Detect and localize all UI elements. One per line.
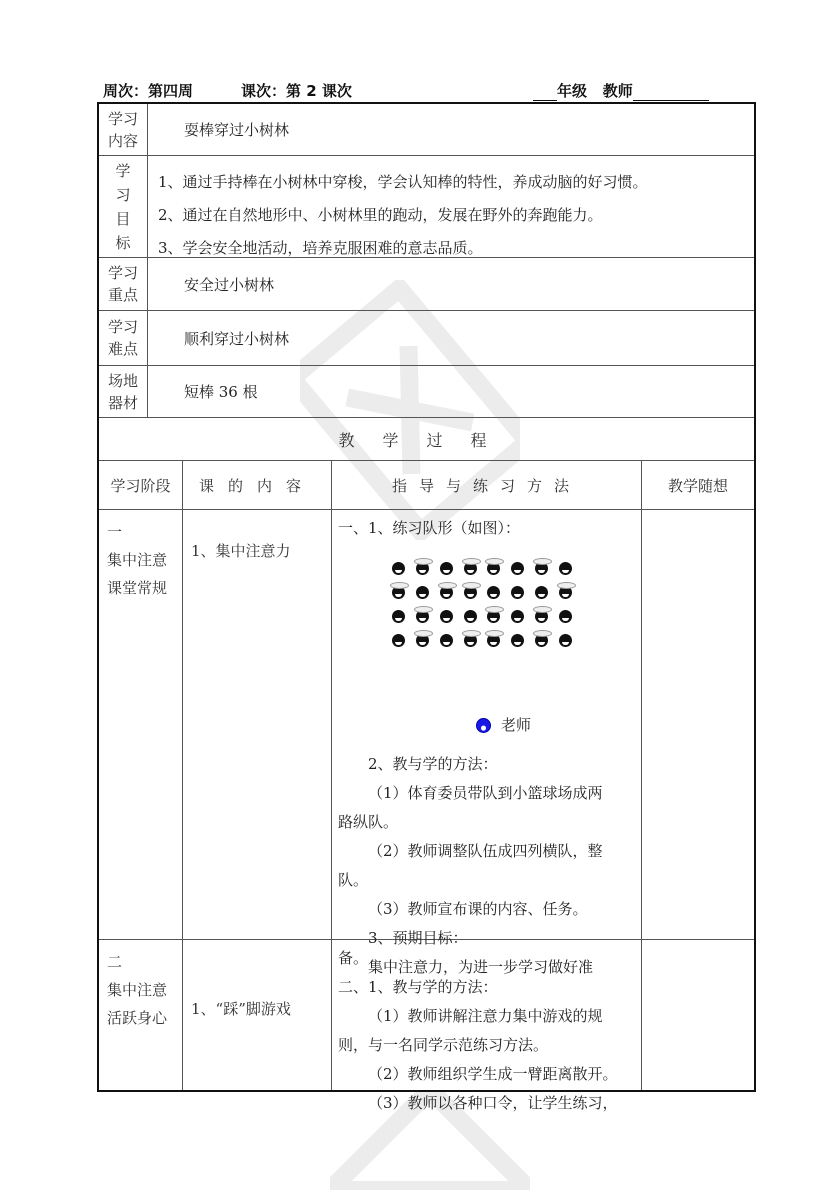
student-girl-icon: [416, 562, 429, 575]
process-header-row: [99, 461, 754, 510]
goal-item: 2、通过在自然地形中、小树林里的跑动，发展在野外的奔跑能力。: [158, 206, 603, 224]
value-learning-focus: 安全过小树林: [184, 275, 275, 294]
method-line: 3、预期目标：: [368, 929, 468, 947]
student-girl-icon: [416, 610, 429, 623]
method-line: （1）教师讲解注意力集中游戏的规: [368, 1007, 603, 1025]
student-boy-icon: [559, 562, 572, 575]
student-girl-icon: [487, 610, 500, 623]
stage-row-1: [99, 510, 754, 976]
method-line: （3）教师以各种口令，让学生练习，: [368, 1094, 618, 1112]
student-girl-icon: [559, 586, 572, 599]
student-boy-icon: [511, 610, 524, 623]
value-learning-difficulty: 顺利穿过小树林: [184, 329, 290, 348]
week-label: 周次：第四周: [103, 82, 194, 100]
row-learning-goals: [99, 156, 754, 258]
grade-blank[interactable]: [533, 84, 557, 101]
stage-method: [332, 510, 642, 976]
label-learning-goals: 学 习 目 标: [99, 156, 148, 257]
student-boy-icon: [392, 634, 405, 647]
col-header-stage: 学习阶段: [99, 461, 183, 509]
student-boy-icon: [559, 634, 572, 647]
goals-list: [148, 156, 754, 257]
goal-item: 3、学会安全地活动，培养克服困难的意志品质。: [158, 239, 483, 257]
stage-content: 1、集中注意力: [183, 510, 332, 939]
col-header-method: 指导与练习方法: [332, 461, 642, 509]
method-line: 则，与一名同学示范练习方法。: [338, 1036, 549, 1054]
method-line: 2、教与学的方法：: [368, 755, 498, 773]
student-boy-icon: [511, 586, 524, 599]
method-line: 一、1、练习队形（如图）：: [338, 519, 521, 537]
method-line: （2）教师调整队伍成四列横队，整: [368, 842, 603, 860]
student-boy-icon: [487, 586, 500, 599]
student-boy-icon: [511, 562, 524, 575]
label-learning-content: 学习内容: [99, 104, 148, 155]
row-learning-difficulty: [99, 311, 754, 366]
lesson-number: 课次：第 2 课次: [241, 82, 352, 100]
stage-row-2: [99, 940, 754, 1112]
formation-row: [392, 629, 572, 651]
row-process-title: [99, 418, 754, 461]
student-boy-icon: [440, 562, 453, 575]
method-line: 队。: [338, 871, 369, 889]
process-title: 教学过程: [338, 430, 515, 450]
student-boy-icon: [559, 610, 572, 623]
student-girl-icon: [392, 586, 405, 599]
student-boy-icon: [392, 562, 405, 575]
teacher-position: [476, 711, 635, 740]
teacher-label: 老师: [501, 716, 532, 734]
stage-name: 一 集中注意 课堂常规: [99, 510, 183, 939]
student-girl-icon: [416, 634, 429, 647]
method-line: 集中注意力，为进一步学习做好准: [368, 958, 594, 976]
student-boy-icon: [440, 634, 453, 647]
stage-content: 1、“踩”脚游戏: [183, 940, 332, 1090]
lesson-plan-table: [97, 102, 756, 1112]
student-girl-icon: [535, 634, 548, 647]
method-line: （3）教师宣布课的内容、任务。: [368, 900, 588, 918]
student-boy-icon: [511, 634, 524, 647]
col-header-content: 课的内容: [183, 461, 332, 509]
col-header-reflection: 教学随想: [667, 476, 728, 495]
teacher-label: 教师: [602, 82, 633, 100]
student-girl-icon: [487, 634, 500, 647]
formation-diagram: [392, 557, 572, 651]
method-line: 路纵队。: [338, 813, 399, 831]
teacher-icon: [476, 718, 491, 733]
student-girl-icon: [535, 610, 548, 623]
student-boy-icon: [440, 610, 453, 623]
row-learning-focus: [99, 258, 754, 311]
student-boy-icon: [416, 586, 429, 599]
row-learning-content: [99, 104, 754, 156]
student-boy-icon: [535, 586, 548, 599]
student-girl-icon: [464, 562, 477, 575]
formation-row: [392, 581, 572, 603]
value-equipment: 短棒 36 根: [184, 383, 258, 401]
label-equipment: 场地器材: [99, 366, 148, 417]
student-boy-icon: [392, 610, 405, 623]
student-girl-icon: [464, 586, 477, 599]
value-learning-content: 耍棒穿过小树林: [184, 121, 290, 139]
stage-method: [332, 940, 642, 1112]
stage-reflection[interactable]: [642, 940, 754, 1090]
lesson-header: [101, 80, 756, 102]
student-girl-icon: [440, 586, 453, 599]
formation-row: [392, 557, 572, 579]
teacher-blank[interactable]: [633, 84, 709, 101]
method-line: （2）教师组织学生成一臂距离散开。: [368, 1065, 618, 1083]
label-learning-difficulty: 学习难点: [99, 311, 148, 365]
method-line: 二、1、教与学的方法：: [338, 978, 498, 996]
stage-name: 二 集中注意 活跃身心: [99, 940, 183, 1090]
formation-row: [392, 605, 572, 627]
row-equipment: [99, 366, 754, 418]
method-line: 备。: [338, 949, 369, 967]
goal-item: 1、通过手持棒在小树林中穿梭，学会认知棒的特性，养成动脑的好习惯。: [158, 173, 648, 191]
student-boy-icon: [464, 610, 477, 623]
method-line: （1）体育委员带队到小篮球场成两: [368, 784, 603, 802]
student-girl-icon: [487, 562, 500, 575]
student-girl-icon: [535, 562, 548, 575]
label-learning-focus: 学习重点: [99, 258, 148, 310]
grade-teacher-fields: [533, 80, 709, 101]
stage-reflection[interactable]: [642, 510, 754, 939]
grade-label: 年级: [557, 82, 588, 100]
student-girl-icon: [464, 634, 477, 647]
